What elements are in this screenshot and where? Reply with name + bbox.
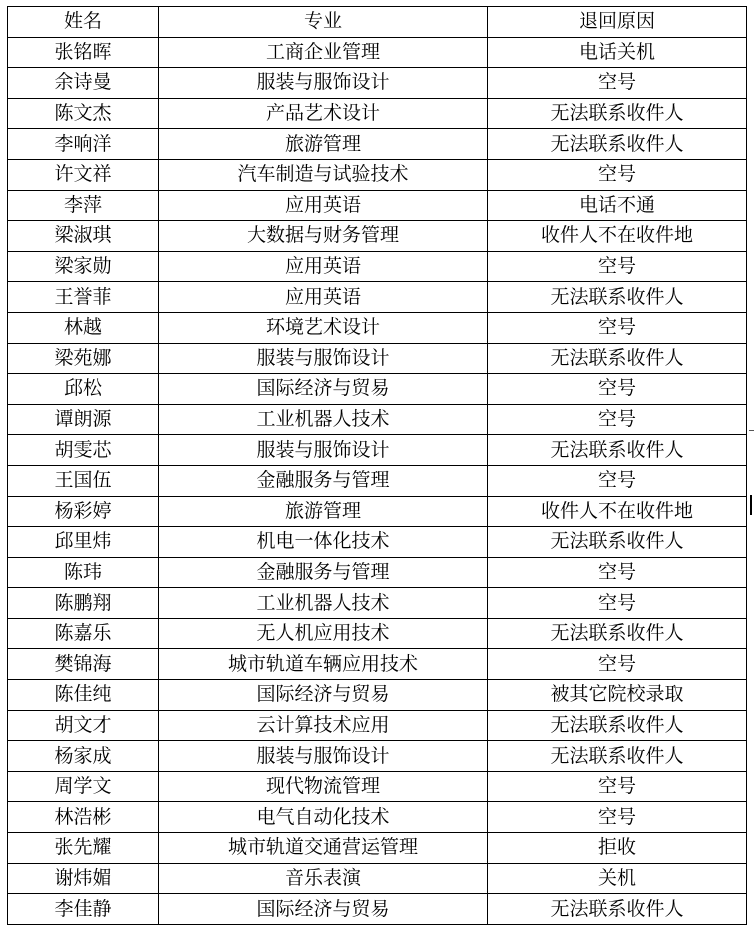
- table-row: [8, 129, 747, 160]
- cell-reason: 关机: [488, 863, 747, 894]
- table-row: [8, 557, 747, 588]
- cell-reason: 无法联系收件人: [488, 343, 747, 374]
- cell-reason: 无法联系收件人: [488, 129, 747, 160]
- cell-major: 服装与服饰设计: [159, 435, 488, 466]
- cell-major: 现代物流管理: [159, 771, 488, 802]
- table-row: [8, 374, 747, 405]
- cell-reason: 空号: [488, 649, 747, 680]
- table-row: [8, 496, 747, 527]
- cell-major: 金融服务与管理: [159, 557, 488, 588]
- cell-name: 李萍: [8, 190, 159, 221]
- cell-name: 谢炜媚: [8, 863, 159, 894]
- table-row: [8, 404, 747, 435]
- table-row: [8, 251, 747, 282]
- cell-name: 周学文: [8, 771, 159, 802]
- header-reason: 退回原因: [488, 7, 747, 38]
- cell-major: 服装与服饰设计: [159, 68, 488, 99]
- cell-reason: 无法联系收件人: [488, 435, 747, 466]
- table-row: [8, 312, 747, 343]
- cell-major: 汽车制造与试验技术: [159, 159, 488, 190]
- table-row: [8, 771, 747, 802]
- cell-major: 金融服务与管理: [159, 465, 488, 496]
- cell-major: 工业机器人技术: [159, 588, 488, 619]
- cell-reason: 空号: [488, 251, 747, 282]
- cell-name: 陈玮: [8, 557, 159, 588]
- cell-reason: 无法联系收件人: [488, 98, 747, 129]
- cell-major: 服装与服饰设计: [159, 343, 488, 374]
- cell-reason: 被其它院校录取: [488, 680, 747, 711]
- cell-name: 王国伍: [8, 465, 159, 496]
- cell-name: 李响洋: [8, 129, 159, 160]
- cell-major: 大数据与财务管理: [159, 221, 488, 252]
- cell-reason: 无法联系收件人: [488, 282, 747, 313]
- header-name: 姓名: [8, 7, 159, 38]
- cell-name: 张先耀: [8, 833, 159, 864]
- table-row: [8, 741, 747, 772]
- cell-reason: 无法联系收件人: [488, 710, 747, 741]
- table-row: [8, 435, 747, 466]
- table-row: [8, 68, 747, 99]
- cell-reason: 无法联系收件人: [488, 894, 747, 925]
- cell-name: 梁苑娜: [8, 343, 159, 374]
- cell-name: 许文祥: [8, 159, 159, 190]
- cell-major: 国际经济与贸易: [159, 894, 488, 925]
- cell-major: 城市轨道交通营运管理: [159, 833, 488, 864]
- cell-name: 陈文杰: [8, 98, 159, 129]
- cell-reason: 空号: [488, 312, 747, 343]
- cell-name: 陈鹏翔: [8, 588, 159, 619]
- cell-major: 环境艺术设计: [159, 312, 488, 343]
- table-header-row: [8, 7, 747, 38]
- table-row: [8, 863, 747, 894]
- cell-major: 云计算技术应用: [159, 710, 488, 741]
- table-row: [8, 527, 747, 558]
- cell-major: 旅游管理: [159, 129, 488, 160]
- cell-reason: 电话关机: [488, 37, 747, 68]
- cell-reason: 空号: [488, 802, 747, 833]
- cell-name: 林浩彬: [8, 802, 159, 833]
- cell-reason: 无法联系收件人: [488, 527, 747, 558]
- cell-reason: 收件人不在收件地: [488, 496, 747, 527]
- table-body: [8, 37, 747, 924]
- table-row: [8, 37, 747, 68]
- cell-major: 产品艺术设计: [159, 98, 488, 129]
- table-row: [8, 159, 747, 190]
- table-row: [8, 618, 747, 649]
- cell-major: 应用英语: [159, 190, 488, 221]
- table-row: [8, 465, 747, 496]
- cell-reason: 拒收: [488, 833, 747, 864]
- cell-name: 张铭晖: [8, 37, 159, 68]
- cell-reason: 收件人不在收件地: [488, 221, 747, 252]
- table-row: [8, 680, 747, 711]
- cell-name: 余诗曼: [8, 68, 159, 99]
- table-row: [8, 710, 747, 741]
- cell-major: 机电一体化技术: [159, 527, 488, 558]
- header-major: 专业: [159, 7, 488, 38]
- table-row: [8, 802, 747, 833]
- cell-reason: 空号: [488, 588, 747, 619]
- table-row: [8, 98, 747, 129]
- cell-major: 工业机器人技术: [159, 404, 488, 435]
- cell-reason: 空号: [488, 465, 747, 496]
- cell-name: 杨彩婷: [8, 496, 159, 527]
- cell-name: 杨家成: [8, 741, 159, 772]
- table-row: [8, 588, 747, 619]
- table-row: [8, 221, 747, 252]
- cell-name: 胡文才: [8, 710, 159, 741]
- table-row: [8, 894, 747, 925]
- cell-major: 应用英语: [159, 251, 488, 282]
- cell-reason: 空号: [488, 404, 747, 435]
- cell-name: 陈佳纯: [8, 680, 159, 711]
- cell-name: 樊锦海: [8, 649, 159, 680]
- cell-name: 陈嘉乐: [8, 618, 159, 649]
- cell-reason: 无法联系收件人: [488, 741, 747, 772]
- cell-name: 王誉菲: [8, 282, 159, 313]
- cell-major: 城市轨道车辆应用技术: [159, 649, 488, 680]
- cell-major: 国际经济与贸易: [159, 374, 488, 405]
- returned-mail-table: [7, 6, 747, 925]
- cell-reason: 空号: [488, 68, 747, 99]
- table-row: [8, 833, 747, 864]
- table-row: [8, 649, 747, 680]
- cell-reason: 空号: [488, 159, 747, 190]
- cell-reason: 无法联系收件人: [488, 618, 747, 649]
- cell-major: 服装与服饰设计: [159, 741, 488, 772]
- cell-name: 梁家勋: [8, 251, 159, 282]
- cell-reason: 电话不通: [488, 190, 747, 221]
- table-row: [8, 343, 747, 374]
- cell-major: 旅游管理: [159, 496, 488, 527]
- cell-reason: 空号: [488, 771, 747, 802]
- cell-major: 电气自动化技术: [159, 802, 488, 833]
- cell-name: 林越: [8, 312, 159, 343]
- cell-name: 胡雯芯: [8, 435, 159, 466]
- edge-divider: [749, 430, 754, 431]
- table-row: [8, 190, 747, 221]
- cell-name: 李佳静: [8, 894, 159, 925]
- cell-reason: 空号: [488, 557, 747, 588]
- cell-major: 国际经济与贸易: [159, 680, 488, 711]
- cell-major: 无人机应用技术: [159, 618, 488, 649]
- cell-reason: 空号: [488, 374, 747, 405]
- text-cursor: [750, 495, 752, 515]
- cell-major: 音乐表演: [159, 863, 488, 894]
- cell-major: 应用英语: [159, 282, 488, 313]
- cell-name: 梁淑琪: [8, 221, 159, 252]
- cell-major: 工商企业管理: [159, 37, 488, 68]
- table-row: [8, 282, 747, 313]
- cell-name: 邱里炜: [8, 527, 159, 558]
- cell-name: 谭朗源: [8, 404, 159, 435]
- cell-name: 邱松: [8, 374, 159, 405]
